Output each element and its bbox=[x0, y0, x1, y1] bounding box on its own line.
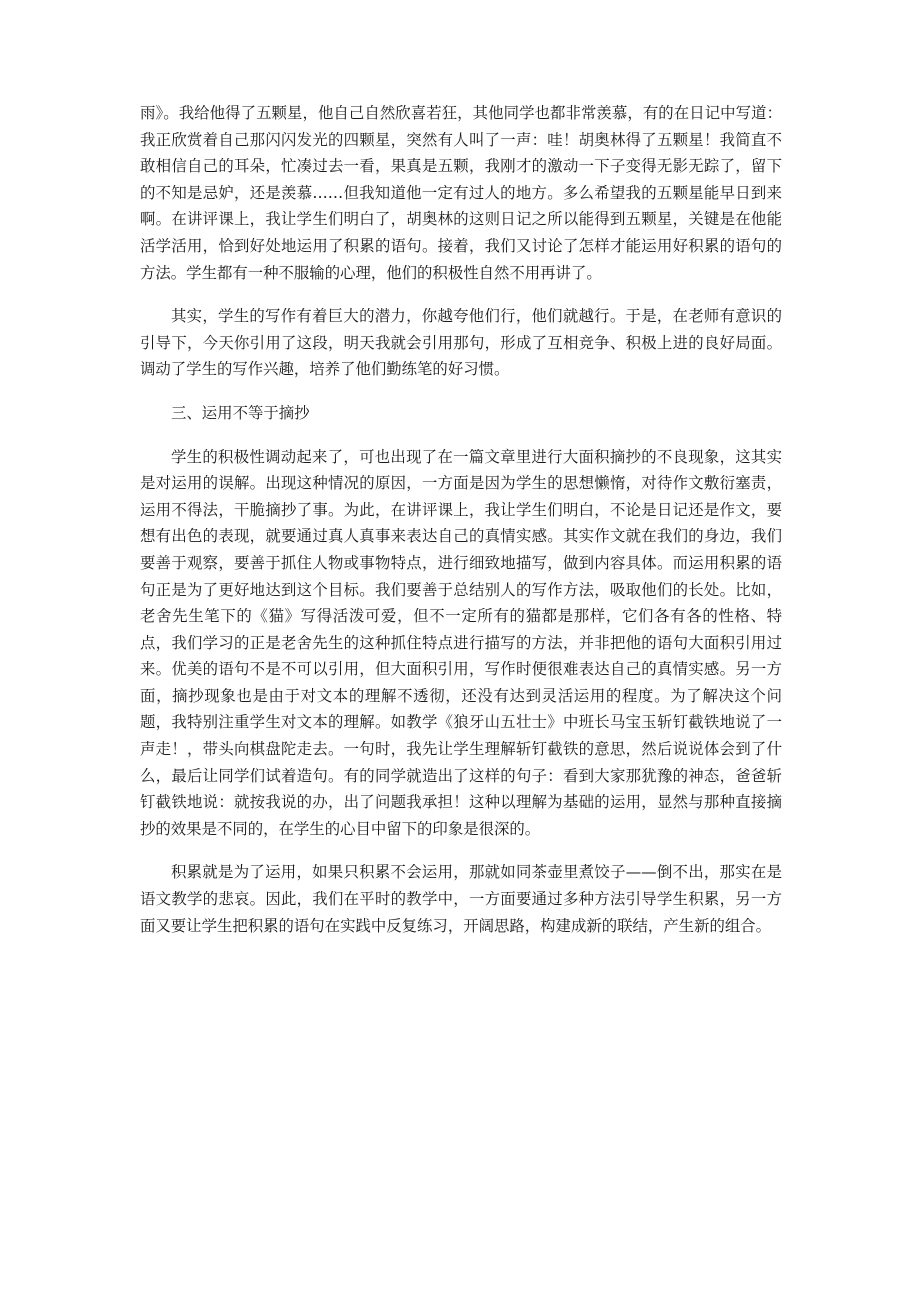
document-page bbox=[140, 100, 782, 939]
paragraph-4: 积累就是为了运用，如果只积累不会运用，那就如同茶壶里煮饺子——倒不出，那实在是语文教学的悲哀。因此，我们在平时的教学中，一方面要通过多种方法引导学生积累，另一方面又要让学生把积累的语句在实践中反复练习，开阔思路，构建成新的联结，产生新的组合。 bbox=[140, 863, 782, 935]
section-heading: 三、运用不等于摘抄 bbox=[171, 403, 310, 422]
paragraph-2: 其实，学生的写作有着巨大的潜力，你越夸他们行，他们就越行。于是，在老师有意识的引导下，今天你引用了这段，明天我就会引用那句，形成了互相竞争、积极上进的良好局面。调动了学生的写作兴趣，培养了他们勤练笔的好习惯。 bbox=[140, 307, 782, 379]
paragraph-1: 雨》。我给他得了五颗星，他自己自然欣喜若狂，其他同学也都非常羡慕，有的在日记中写道：我正欣赏着自己那闪闪发光的四颗星，突然有人叫了一声：哇！胡奥林得了五颗星！我简直不敢相信自己的耳朵，忙凑过去一看，果真是五颗，我刚才的激动一下子变得无影无踪了，留下的不知是忌妒，还是羡慕……但我知道他一定有过人的地方。多么希望我的五颗星能早日到来啊。在讲评课上，我让学生们明白了，胡奥林的这则日记之所以能得到五颗星，关键是在他能活学活用，恰到好处地运用了积累的语句。接着，我们又讨论了怎样才能运用好积累的语句的方法。学生都有一种不服输的心理，他们的积极性自然不用再讲了。 bbox=[140, 104, 782, 282]
paragraph-3: 学生的积极性调动起来了，可也出现了在一篇文章里进行大面积摘抄的不良现象，这其实是对运用的误解。出现这种情况的原因，一方面是因为学生的思想懒惰，对待作文敷衍塞责，运用不得法，干脆摘抄了事。为此，在讲评课上，我让学生们明白，不论是日记还是作文，要想有出色的表现，就要通过真人真事来表达自己的真情实感。其实作文就在我们的身边，我们要善于观察，要善于抓住人物或事物特点，进行细致地描写，做到内容具体。而运用积累的语句正是为了更好地达到这个目标。我们要善于总结别人的写作方法，吸取他们的长处。比如，老舍先生笔下的《猫》写得活泼可爱，但不一定所有的猫都是那样，它们各有各的性格、特点，我们学习的正是老舍先生的这种抓住特点进行描写的方法，并非把他的语句大面积引用过来。优美的语句不是不可以引用，但大面积引用，写作时便很难表达自己的真情实感。另一方面，摘抄现象也是由于对文本的理解不透彻，还没有达到灵活运用的程度。为了解决这个问题，我特别注重学生对文本的理解。如教学《狼牙山五壮士》中班长马宝玉斩钉截铁地说了一声走！，带头向棋盘陀走去。一句时，我先让学生理解斩钉截铁的意思，然后说说体会到了什么，最后让同学们试着造句。有的同学就造出了这样的句子：看到大家那犹豫的神态，爸爸斩钉截铁地说：就按我说的办，出了问题我承担！这种以理解为基础的运用，显然与那种直接摘抄的效果是不同的，在学生的心目中留下的印象是很深的。 bbox=[140, 447, 782, 838]
